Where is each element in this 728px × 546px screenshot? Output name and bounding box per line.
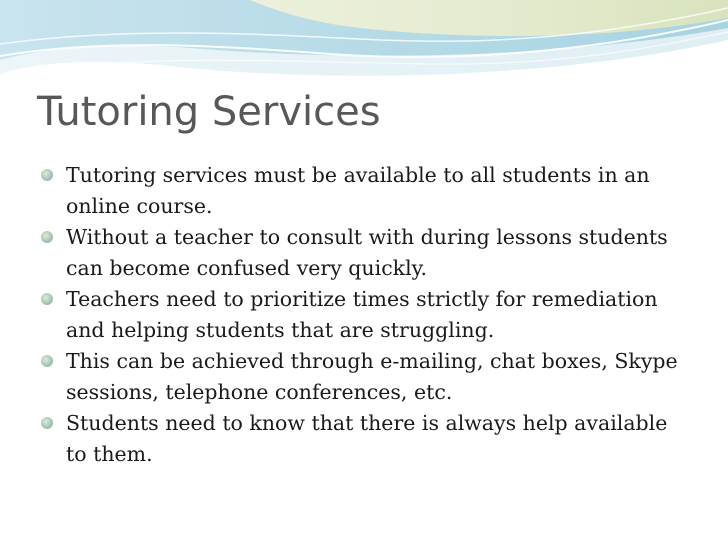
- bullet-item: [40, 222, 680, 284]
- bullet-dot-icon: [41, 293, 53, 305]
- decorative-header-swoosh: [0, 0, 728, 95]
- bullet-text: Students need to know that there is always help available to them.: [66, 411, 668, 466]
- bullet-list: [40, 160, 680, 470]
- bullet-dot-icon: [41, 169, 53, 181]
- bullet-text: This can be achieved through e-mailing, chat boxes, Skype sessions, telephone conferences, etc.: [66, 349, 678, 404]
- bullet-item: [40, 346, 680, 408]
- bullet-text: Tutoring services must be available to all students in an online course.: [66, 163, 650, 218]
- bullet-dot-icon: [41, 231, 53, 243]
- bullet-dot-icon: [41, 417, 53, 429]
- bullet-text: Teachers need to prioritize times strictly for remediation and helping students that are struggling.: [66, 287, 658, 342]
- bullet-item: [40, 408, 680, 470]
- slide-title: Tutoring Services: [37, 89, 381, 135]
- bullet-dot-icon: [41, 355, 53, 367]
- bullet-item: [40, 284, 680, 346]
- bullet-text: Without a teacher to consult with during lessons students can become confused very quickly.: [66, 225, 668, 280]
- bullet-item: [40, 160, 680, 222]
